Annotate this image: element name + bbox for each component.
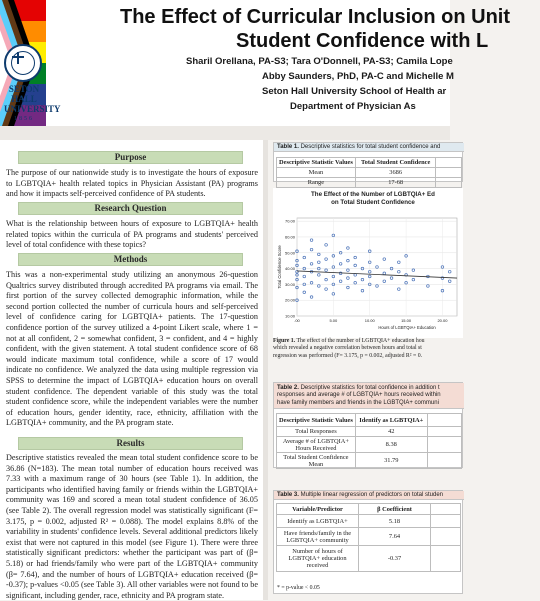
table3-cell: 5.18 (359, 515, 431, 528)
right-column (268, 140, 450, 600)
chart-title: The Effect of the Number of LGBTQIA+ Ed (311, 191, 435, 198)
x-tick-label: 20.00 (437, 318, 448, 323)
authors-line1: Sharil Orellana, PA-S3; Tara O'Donnell, PA-S3; Camila Lope (186, 56, 453, 67)
table2-cell: Average # of LGBTQIA+ Hours Received (277, 437, 356, 453)
table-row (277, 528, 461, 546)
purpose-heading: Purpose (18, 151, 243, 164)
x-tick-label: 10.00 (364, 318, 375, 323)
table-header-row (277, 414, 462, 427)
methods-heading: Methods (18, 253, 243, 266)
table2-cell: 8.38 (355, 437, 427, 453)
table3-caption: Table 3. Multiple linear regression of predictors on total studen (277, 492, 443, 498)
methods-text: This was a non-experimental study utilizing an anonymous 26-question Qualtrics survey distributed through accredited PA programs via email. The first portion of the survey collected demographic information, while the second portion collected the number of curricula hours and self-perceived level of confidence caring for LGBTQIA+ patients. The 17-question confidence portion of the survey utilized a 4-point Likert scale, where 1 = not at all confident, 2 = somewhat confident, 3 = confident, and 4 = highly confident, with the given statement. A total student confidence score of 68 would indicate maximum total confidence, while a score of 17 would indicate no confidence. We analyzed the data using multiple regression via SPSS to determine the impact of LGBTQIA+ education hours on overall student confidence. The dependent variable of this study was the total student confidence score, while the independent variables were the number of education hours, gender identity, race, ethnicity, affiliation with the LGBTQIA+ community, and the PA program state. (6, 270, 258, 428)
table1-cell (436, 168, 462, 178)
table-row (277, 168, 462, 178)
plot-area (297, 218, 457, 316)
table3-header-cell (431, 504, 461, 515)
poster-title-line2: Student Confidence with L (236, 30, 489, 52)
table1-cell: 3686 (355, 168, 436, 178)
x-tick-label: 15.00 (401, 318, 412, 323)
table1-header-cell (436, 158, 462, 168)
table2-cell (427, 427, 461, 437)
y-axis-label: Total Confidence Score (277, 245, 282, 289)
chart-title: on Total Student Confidence (331, 199, 415, 206)
table3-cell: 7.64 (359, 528, 431, 546)
poster-title-line1: The Effect of Curricular Inclusion on Unit (120, 6, 511, 28)
figure1-chart-box (273, 188, 463, 338)
table3-cell (431, 528, 461, 546)
research-question-text: What is the relationship between hours of exposure to LGBTQIA+ health related topics within the curricula of PA programs and students' perceived level of total confidence with these topics? (6, 219, 258, 250)
table3-cell (431, 546, 461, 572)
banner-divider (0, 126, 450, 140)
table1-cell (436, 178, 462, 188)
y-tick-label: 40.00 (284, 266, 295, 272)
table-row (277, 178, 462, 188)
table3-cell (431, 515, 461, 528)
y-tick-label: 10.00 (284, 313, 295, 319)
results-heading: Results (18, 437, 243, 450)
table1-caption: Table 1. Descriptive statistics for total student confidence and (277, 144, 441, 150)
university-year: 1856 (14, 116, 34, 122)
y-tick-label: 60.00 (284, 234, 295, 240)
table-header-row (277, 158, 462, 168)
table3-cell: Identify as LGBTQIA+ (277, 515, 359, 528)
table2-box (273, 382, 463, 468)
table1-box (273, 142, 463, 186)
purpose-text: The purpose of our nationwide study is to investigate the hours of exposure to LGBTQIA+ health related topics in Physician Assistant (PA) programs and how it impacts self-perceived confidence of PA students. (6, 168, 258, 199)
table2 (276, 413, 462, 469)
table3-header-cell: Variable/Predictor (277, 504, 359, 515)
table2-cell: 31.79 (355, 453, 427, 469)
table3 (276, 503, 461, 572)
x-tick-label: 5.00 (329, 318, 338, 323)
table2-cell: Total Responses (277, 427, 356, 437)
research-question-heading: Research Question (18, 202, 243, 215)
table1-cell: Mean (277, 168, 356, 178)
affiliation-line2: Department of Physician As (290, 101, 416, 112)
table1 (276, 157, 462, 188)
table1-cell: Range (277, 178, 356, 188)
authors-line2: Abby Saunders, PhD, PA-C and Michelle M (262, 71, 454, 82)
x-tick-label: .00 (294, 318, 300, 323)
university-name: SETON HALL UNIVERSITY (4, 84, 61, 114)
table2-header-cell (427, 414, 461, 427)
table3-cell: -0.37 (359, 546, 431, 572)
table2-cell (427, 437, 461, 453)
figure1-caption: Figure 1. The effect of the number of LGBTQIA+ education hou which revealed a negative correlation between hours and total st regression was performed (F= 3.175, p = 0.002, adjusted R² = 0. (273, 338, 425, 359)
table1-cell: 17-68 (355, 178, 436, 188)
table-row (277, 546, 461, 572)
table3-footnote: * = p-value < 0.05 (277, 585, 320, 591)
poster-banner (0, 0, 511, 126)
table-row (277, 427, 462, 437)
affiliation-line1: Seton Hall University School of Health ar (262, 86, 447, 97)
table2-header-cell: Identify as LGBTQIA+ (355, 414, 427, 427)
left-column (0, 140, 263, 600)
table2-cell: Total Student Confidence Mean (277, 453, 356, 469)
table-row (277, 515, 461, 528)
university-seal-icon (4, 44, 42, 82)
table3-cell: Number of hours of LGBTQIA+ education received (277, 546, 359, 572)
table-row (277, 437, 462, 453)
y-tick-label: 30.00 (284, 281, 295, 287)
y-tick-label: 70.00 (284, 218, 295, 224)
table-header-row (277, 504, 461, 515)
y-tick-label: 20.00 (284, 297, 295, 303)
results-text: Descriptive statistics revealed the mean total student confidence score to be 36.86 (N=183). The mean total number of education hours received was 7.33 with a maximum range of 30 hours (see Table 1). In addition, the participants who identified having family or friends within the LGBTQIA+ community was 169 and scored a mean total student confidence of 36.05 (see Table 2). The overall regression model was statistically significant (F= 3.175, p = 0.002, adjusted R² = 0.088). The model explains 8.8% of the variability in students' confidence levels. Several additional predictors likely exist that were not captured in this model (see Figure 1). There were three statistically significant predictors: whether the participant was part of (β= 5.18) or had friends/family who were part of the LGBTQIA+ community (β= 7.64), and the number of hours of LGBTQIA+ education received (β= -0.37); p-values <0.05 (see Table 3). All other variables were not found to be significant, including gender, race, ethnicity and PA program state. (6, 453, 258, 600)
table3-header-cell: β Coefficient (359, 504, 431, 515)
table3-cell: Have friends/family in the LGBTQIA+ community (277, 528, 359, 546)
table2-cell (427, 453, 461, 469)
scatter-chart (273, 188, 463, 338)
table2-header-cell: Descriptive Statistic Values (277, 414, 356, 427)
table-row (277, 453, 462, 469)
table3-box (273, 490, 463, 594)
table2-cell: 42 (355, 427, 427, 437)
table1-header-cell: Total Student Confidence (355, 158, 436, 168)
table2-caption: Table 2. Descriptive statistics for total confidence in addition t responses and average # of LGBTQIA+ hours received within have family members and friends in the LGBTQIA+ communi (277, 385, 441, 406)
table1-header-cell: Descriptive Statistic Values (277, 158, 356, 168)
x-axis-label: Hours of LGBTQIA+ Education (378, 325, 436, 330)
y-tick-label: 50.00 (284, 250, 295, 256)
